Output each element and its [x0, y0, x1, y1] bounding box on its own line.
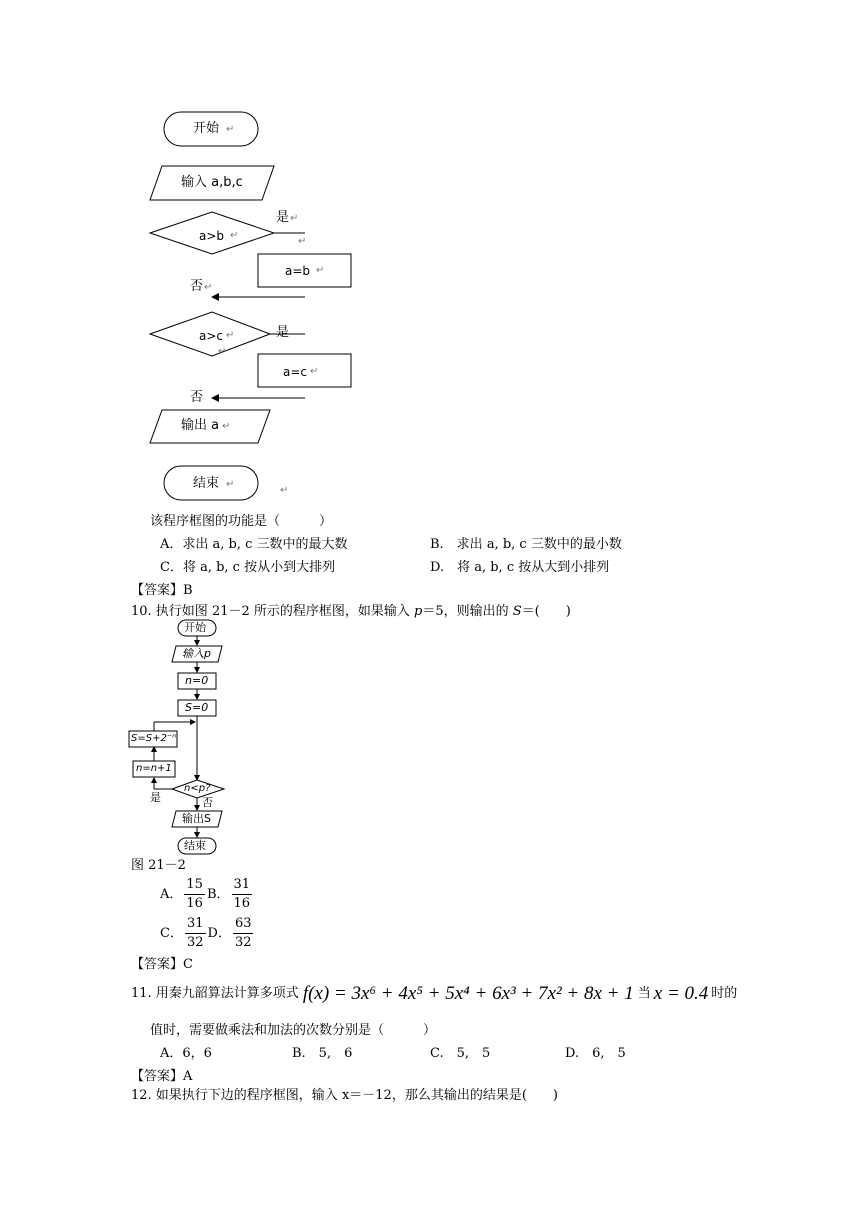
q10-option-a-num: 15 — [184, 876, 205, 895]
fc1-start-label: 开始 — [193, 121, 220, 136]
paragraph-mark-icon: ↵ — [204, 282, 213, 293]
q10-option-c-fraction — [185, 915, 206, 952]
q11-question-mid: 当 — [637, 986, 651, 1001]
q10-options-row-1 — [160, 876, 254, 913]
paragraph-mark-icon: ↵ — [222, 421, 231, 432]
q10-option-d-den: 32 — [234, 935, 252, 950]
paragraph-mark-icon: ↵ — [226, 330, 235, 341]
q10-question-pre: 10. 执行如图 21－2 所示的程序框图，如果输入 — [131, 604, 415, 619]
q9-answer: 【答案】B — [131, 583, 193, 598]
paragraph-mark-icon: ↵ — [226, 479, 235, 490]
fc2-init-s-label: S=0 — [185, 701, 209, 714]
q10-option-a-fraction — [184, 876, 205, 913]
fc2-update-s-label: S=S+2⁻ⁿ — [131, 733, 177, 744]
fc2-update-n-label: n=n+1 — [136, 763, 172, 774]
q10-option-c-den: 32 — [186, 935, 204, 950]
paragraph-mark-icon: ↵ — [316, 265, 325, 276]
q11-option-d: D. 6, 5 — [565, 1046, 626, 1061]
q11-option-c: C. 5, 5 — [430, 1046, 491, 1061]
q10-var-p: p — [414, 604, 423, 619]
fc1-no2-label: 否 — [190, 390, 204, 405]
q11-option-b: B. 5, 6 — [292, 1046, 353, 1061]
paragraph-mark-icon: ↵ — [280, 485, 289, 496]
flowchart-1 — [140, 105, 360, 505]
fc1-input-label: 输入 a,b,c — [181, 175, 243, 190]
fc1-cond1-label: a>b — [199, 229, 225, 243]
q10-option-d-num: 63 — [233, 915, 254, 934]
fc1-assign2-label: a=c — [283, 365, 308, 379]
fc2-start-label: 开始 — [184, 621, 206, 634]
q11-condition: x = 0.4 — [653, 983, 709, 1004]
paragraph-mark-icon: ↵ — [310, 366, 319, 377]
q10-option-d-label: D． — [207, 925, 231, 941]
q9-option-c: C．将 a, b, c 按从小到大排列 — [160, 560, 336, 575]
fc2-yes-label: 是 — [150, 791, 161, 804]
paragraph-mark-icon: ↵ — [298, 236, 307, 247]
q10-options-row-2 — [160, 915, 255, 952]
q11-question-line-2: 值时，需要做乘法和加法的次数分别是（ ） — [150, 1023, 437, 1038]
paragraph-mark-icon: ↵ — [218, 346, 227, 357]
fc2-init-n-label: n=0 — [185, 674, 209, 687]
q10-var-s: S — [512, 604, 522, 619]
fc2-cond-label: n<p? — [184, 783, 211, 794]
q10-question-mid: ＝5，则输出的 — [422, 604, 513, 619]
q11-question-pre: 11. 用秦九韶算法计算多项式 — [131, 986, 299, 1001]
paragraph-mark-icon: ↵ — [226, 124, 235, 135]
q10-option-d-fraction — [233, 915, 254, 952]
fc1-yes1-label: 是 — [276, 210, 290, 225]
q10-option-b-num: 31 — [232, 876, 253, 895]
q10-option-b-fraction — [232, 876, 253, 913]
fc1-no1-label: 否 — [190, 279, 204, 294]
q11-question-post: 时的 — [711, 986, 738, 1001]
q10-option-a-den: 16 — [186, 896, 203, 911]
q10-figure-caption: 图 21－2 — [131, 858, 186, 873]
q11-answer: 【答案】A — [131, 1069, 193, 1084]
fc1-assign1-label: a=b — [285, 264, 311, 278]
q10-answer: 【答案】C — [131, 957, 193, 972]
q9-option-a: A．求出 a, b, c 三数中的最大数 — [160, 537, 348, 552]
fc1-output-label: 输出 a — [181, 418, 220, 433]
q10-option-c-label: C． — [160, 925, 183, 941]
q10-option-b-den: 16 — [233, 896, 251, 911]
q9-question: 该程序框图的功能是（ ） — [150, 514, 333, 529]
q11-formula: f(x) = 3x⁶ + 4x⁵ + 5x⁴ + 6x³ + 7x² + 8x + 1 — [302, 983, 634, 1004]
q12-question: 12. 如果执行下边的程序框图，输入 x＝－12，那么其输出的结果是( ) — [131, 1088, 558, 1103]
fc1-end-label: 结束 — [193, 476, 220, 491]
q10-option-b-label: B． — [206, 886, 230, 902]
fc2-output-label: 输出S — [182, 812, 211, 825]
paragraph-mark-icon: ↵ — [230, 230, 239, 241]
fc1-cond2-label: a>c — [199, 329, 224, 343]
fc1-yes2-label: 是 — [276, 325, 290, 340]
fc2-end-label: 结束 — [184, 839, 206, 852]
q11-question-line-1 — [131, 983, 737, 1005]
q10-option-a-label: A． — [160, 886, 183, 902]
q10-option-c-num: 31 — [185, 915, 206, 934]
q11-option-a: A．6，6 — [160, 1046, 212, 1061]
fc2-no-label: 否 — [202, 796, 213, 809]
fc2-input-label: 输入p — [182, 647, 211, 660]
q9-option-b: B. 求出 a, b, c 三数中的最小数 — [430, 537, 622, 552]
paragraph-mark-icon: ↵ — [290, 213, 299, 224]
q9-option-d: D. 将 a, b, c 按从大到小排列 — [430, 560, 610, 575]
q10-question-post: ＝( ) — [521, 604, 571, 619]
